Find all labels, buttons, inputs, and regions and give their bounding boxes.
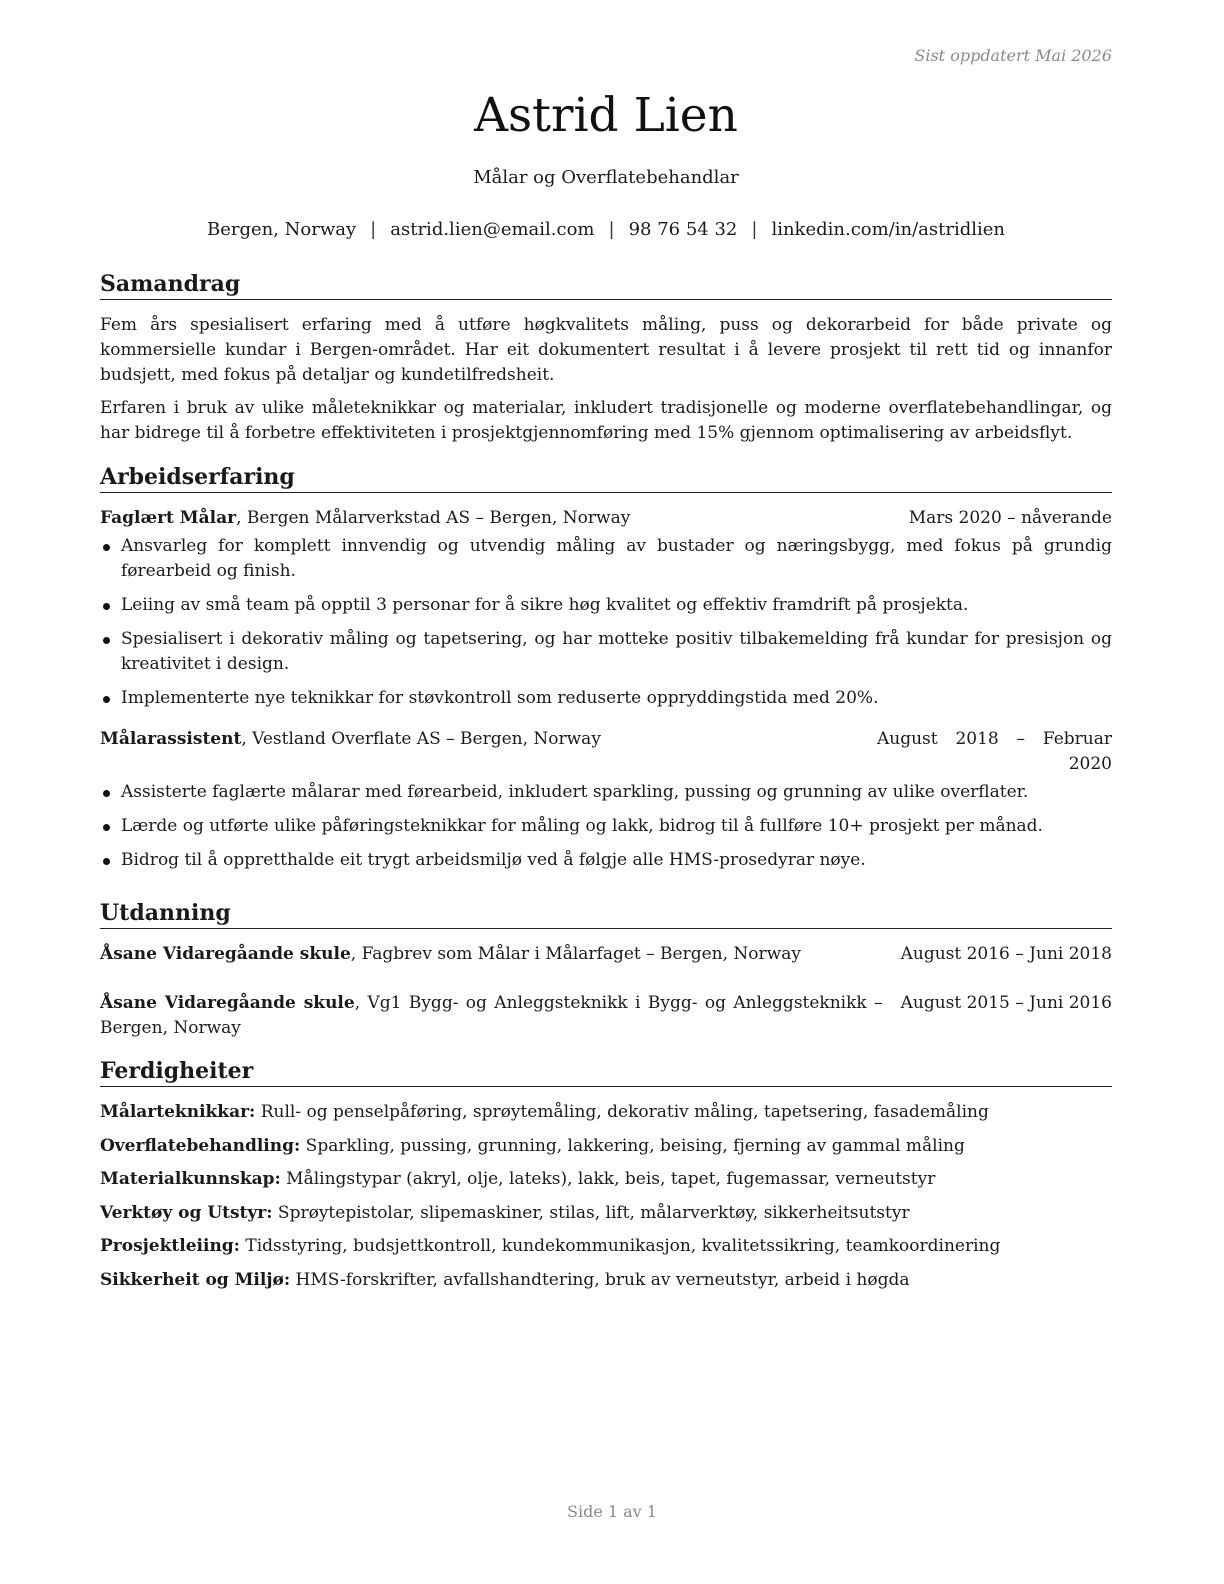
- education-entry: [100, 942, 1112, 967]
- job-header: [100, 506, 1112, 531]
- summary-section: [100, 270, 1112, 454]
- summary-heading: Samandrag: [100, 270, 1112, 300]
- job-bullet: Bidrog til å oppretthalde eit trygt arbeidsmiljø ved å følgje alle HMS-prosedyrar nøye.: [100, 848, 1112, 873]
- job-dates: Mars 2020 – nåverande: [908, 508, 1112, 528]
- skill-row: [100, 1167, 1112, 1192]
- contact-line: [100, 219, 1112, 240]
- job-organization: , Vestland Overflate AS – Bergen, Norway: [241, 729, 601, 749]
- job-organization: , Bergen Målarverkstad AS – Bergen, Norway: [236, 508, 631, 528]
- job-title: Målar og Overflatebehandlar: [473, 167, 739, 188]
- contact-linkedin[interactable]: linkedin.com/in/astridlien: [771, 219, 1006, 240]
- summary-paragraph: Fem års spesialisert erfaring med å utføre høgkvalitets måling, puss og dekorarbeid for både private og kommersielle kundar i Bergen-området. Har eit dokumentert resultat i å levere prosjekt til rett tid og innanfor budsjett, med fokus på detaljar og kundetilfredsheit.: [100, 315, 1112, 385]
- job-entry: [100, 727, 1112, 873]
- resume-page: [100, 0, 1112, 1584]
- skill-label: Prosjektleiing:: [100, 1236, 240, 1257]
- job-bullet: Leiing av små team på opptil 3 personar for å sikre høg kvalitet og effektiv framdrift på prosjekta.: [100, 593, 1112, 618]
- contact-separator: |: [370, 219, 377, 240]
- job-header: [100, 727, 1112, 777]
- summary-paragraph: Erfaren i bruk av ulike måleteknikkar og materialar, inkludert tradisjonelle og moderne overflatebehandlingar, og har bidrege til å forbetre effektiviteten i prosjektgjennomføring med 15% gjennom optimalisering av arbeidsflyt.: [100, 398, 1112, 443]
- job-bullets: [100, 780, 1112, 873]
- education-school: Åsane Vidaregåande skule: [100, 944, 351, 964]
- skills-section: [100, 1057, 1112, 1302]
- skill-value: Sprøytepistolar, slipemaskiner, stilas, lift, målarverktøy, sikkerheitsutstyr: [272, 1202, 910, 1223]
- job-bullets: [100, 534, 1112, 711]
- skill-value: Rull- og penselpåføring, sprøytemåling, dekorativ måling, tapetsering, fasademåling: [255, 1102, 989, 1122]
- contact-location: Bergen, Norway: [206, 219, 357, 240]
- skill-value: HMS-forskrifter, avfallshandtering, bruk av verneutstyr, arbeid i høgda: [290, 1269, 910, 1290]
- skill-row: [100, 1201, 1112, 1226]
- job-bullet: Implementerte nye teknikkar for støvkontroll som reduserte oppryddingstida med 20%.: [100, 686, 1112, 711]
- education-section: [100, 899, 1112, 1065]
- job-bullet: Spesialisert i dekorativ måling og tapetsering, og har motteke positiv tilbakemelding frå kundar for presisjon og kreativitet i design.: [100, 627, 1112, 677]
- contact-separator: |: [608, 219, 615, 240]
- experience-heading: Arbeidserfaring: [100, 463, 1112, 493]
- skill-label: Materialkunnskap:: [100, 1169, 281, 1190]
- education-detail: , Vg1 Bygg- og Anleggsteknikk i Bygg- og Anleggsteknikk – Bergen, Norway: [100, 993, 883, 1038]
- education-dates: August 2015 – Juni 2016: [900, 993, 1112, 1013]
- skill-value: Tidsstyring, budsjettkontroll, kundekommunikasjon, kvalitetssikring, teamkoordinering: [239, 1236, 1001, 1257]
- skill-row: [100, 1134, 1112, 1159]
- job-role: Målarassistent: [100, 729, 242, 749]
- contact-email[interactable]: astrid.lien@email.com: [390, 219, 595, 240]
- education-dates: August 2016 – Juni 2018: [900, 944, 1112, 964]
- education-entry: [100, 991, 1112, 1041]
- job-dates: August 2018 – Februar 2020: [877, 729, 1112, 774]
- education-school: Åsane Vidaregåande skule: [100, 993, 355, 1013]
- skill-label: Sikkerheit og Miljø:: [100, 1269, 291, 1290]
- skills-heading: Ferdigheiter: [100, 1057, 1112, 1087]
- experience-section: [100, 463, 1112, 889]
- job-bullet: Ansvarleg for komplett innvendig og utvendig måling av bustader og næringsbygg, med fokus på grundig førearbeid og finish.: [100, 534, 1112, 584]
- education-detail: , Fagbrev som Målar i Målarfaget – Bergen, Norway: [350, 944, 801, 964]
- contact-separator: |: [751, 219, 758, 240]
- skill-value: Sparkling, pussing, grunning, lakkering, beising, fjerning av gammal måling: [300, 1135, 965, 1156]
- job-bullet: Assisterte faglærte målarar med førearbeid, inkludert sparkling, pussing og grunning av ulike overflater.: [100, 780, 1112, 805]
- skill-row: [100, 1268, 1112, 1293]
- skill-label: Målarteknikkar:: [100, 1102, 256, 1122]
- person-name: Astrid Lien: [474, 88, 738, 143]
- education-heading: Utdanning: [100, 899, 1112, 929]
- last-updated: Sist oppdatert Mai 2026: [914, 46, 1112, 65]
- page-number: Side 1 av 1: [567, 1502, 657, 1521]
- skill-value: Målingstypar (akryl, olje, lateks), lakk, beis, tapet, fugemassar, verneutstyr: [280, 1169, 936, 1190]
- job-entry: [100, 506, 1112, 711]
- job-bullet: Lærde og utførte ulike påføringsteknikkar for måling og lakk, bidrog til å fullføre 10+ prosjekt per månad.: [100, 814, 1112, 839]
- job-role: Faglært Målar: [100, 508, 237, 528]
- skill-row: [100, 1234, 1112, 1259]
- skill-label: Verktøy og Utstyr:: [100, 1202, 273, 1223]
- skill-row: [100, 1100, 1112, 1125]
- contact-phone: 98 76 54 32: [628, 219, 738, 240]
- skill-label: Overflatebehandling:: [100, 1135, 301, 1156]
